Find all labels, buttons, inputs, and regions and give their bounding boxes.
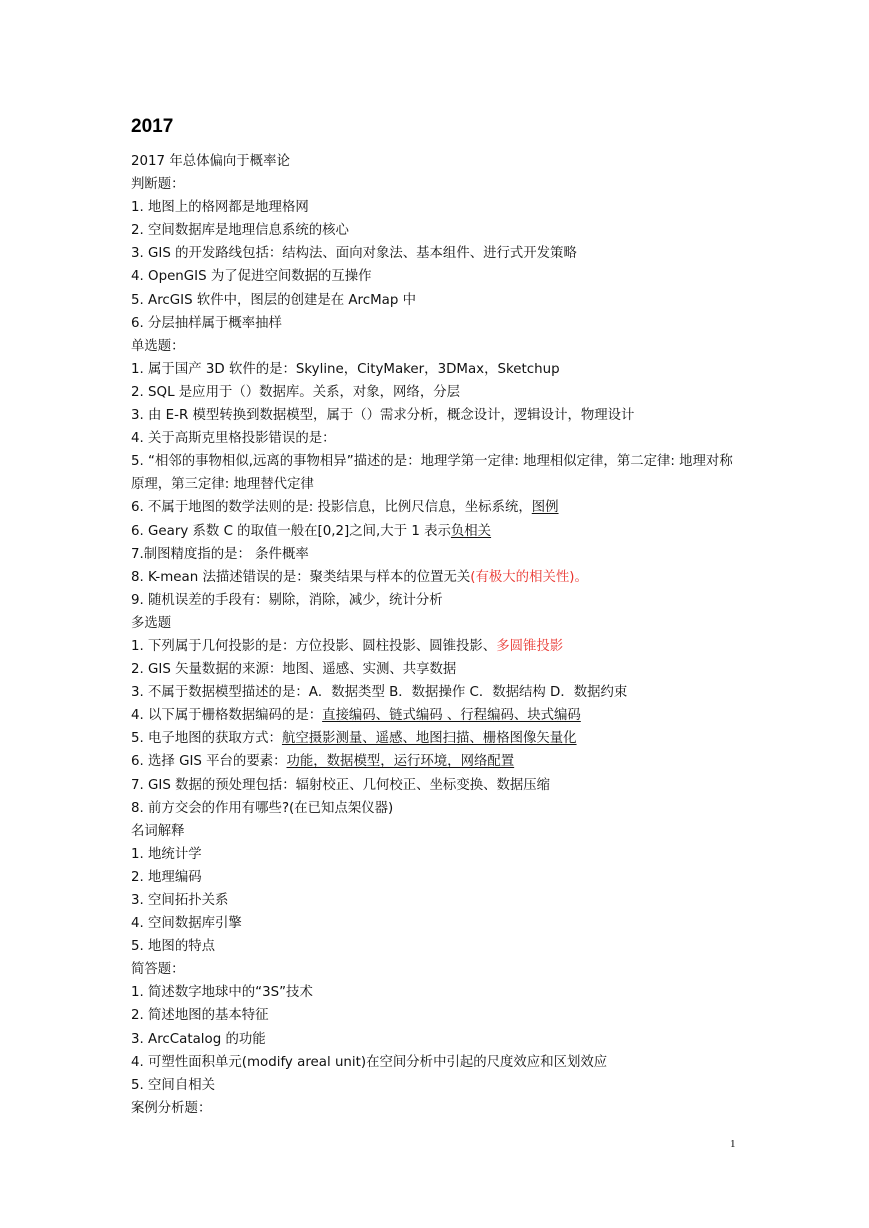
line-text: 2. 简述地图的基本特征 bbox=[131, 1008, 269, 1024]
line-text: 5. 电子地图的获取方式： bbox=[131, 731, 282, 747]
document-body bbox=[131, 150, 741, 1120]
text-line bbox=[131, 358, 741, 381]
text-line bbox=[131, 1051, 741, 1074]
text-line bbox=[131, 750, 741, 773]
line-text: 1. 属于国产 3D 软件的是：Skyline，CityMaker，3DMax，Sketchup bbox=[131, 361, 560, 377]
line-text: 8. K-mean 法描述错误的是：聚类结果与样本的位置无关 bbox=[131, 569, 471, 585]
text-line bbox=[131, 150, 741, 173]
line-text: 7. GIS 数据的预处理包括：辐射校正、几何校正、坐标变换、数据压缩 bbox=[131, 777, 551, 793]
line-text: 5. ArcGIS 软件中，图层的创建是在 ArcMap 中 bbox=[131, 292, 417, 308]
text-line bbox=[131, 727, 741, 750]
line-text: 单选题： bbox=[131, 338, 185, 354]
underlined-answer: 图例 bbox=[531, 500, 559, 516]
text-line bbox=[131, 496, 741, 519]
line-text: 2017 年总体偏向于概率论 bbox=[131, 154, 290, 169]
line-text: 4. 关于高斯克里格投影错误的是： bbox=[131, 431, 336, 447]
underlined-answer: 直接编码、链式编码 、行程编码、块式编码 bbox=[322, 708, 581, 724]
line-text: 1. 地统计学 bbox=[131, 846, 202, 862]
line-text: 7.制图精度指的是： 条件概率 bbox=[131, 546, 309, 562]
line-text: 6. 选择 GIS 平台的要素： bbox=[131, 754, 287, 770]
text-line bbox=[131, 1004, 741, 1027]
line-text: 多选题 bbox=[131, 615, 172, 631]
text-line bbox=[131, 335, 741, 358]
line-text: 6. Geary 系数 C 的取值一般在[0,2]之间,大于 1 表示 bbox=[131, 523, 451, 539]
line-text: 4. 空间数据库引擎 bbox=[131, 916, 242, 932]
line-text: 5. 地图的特点 bbox=[131, 939, 215, 955]
line-text: 简答题： bbox=[131, 962, 185, 978]
text-line bbox=[131, 173, 741, 196]
text-line bbox=[131, 450, 741, 496]
text-line bbox=[131, 589, 741, 612]
line-text: 5. “相邻的事物相似,远离的事物相异”描述的是：地理学第一定律: 地理相似定律，第二定律: 地理对称原理，第三定律: 地理替代定律 bbox=[131, 454, 733, 493]
line-text: 6. 分层抽样属于概率抽样 bbox=[131, 315, 282, 331]
line-text: 1. 简述数字地球中的“3S”技术 bbox=[131, 985, 313, 1001]
text-line bbox=[131, 866, 741, 889]
text-line bbox=[131, 196, 741, 219]
text-line bbox=[131, 958, 741, 981]
highlighted-answer: 多圆锥投影 bbox=[496, 638, 564, 654]
text-line bbox=[131, 843, 741, 866]
line-text: 3. GIS 的开发路线包括：结构法、面向对象法、基本组件、进行式开发策略 bbox=[131, 246, 577, 262]
line-text: 2. SQL 是应用于（）数据库。关系，对象，网络，分层 bbox=[131, 384, 460, 400]
underlined-answer: 功能，数据模型，运行环境，网络配置 bbox=[286, 754, 515, 770]
line-text: 1. 下列属于几何投影的是：方位投影、圆柱投影、圆锥投影、 bbox=[131, 638, 497, 654]
line-text: 6. 不属于地图的数学法则的是: 投影信息，比例尺信息，坐标系统， bbox=[131, 500, 532, 516]
line-text: 3. ArcCatalog 的功能 bbox=[131, 1031, 266, 1047]
line-text: 判断题： bbox=[131, 177, 185, 193]
text-line bbox=[131, 797, 741, 820]
line-text: 4. OpenGIS 为了促进空间数据的互操作 bbox=[131, 269, 372, 285]
text-line bbox=[131, 381, 741, 404]
text-line bbox=[131, 704, 741, 727]
text-line bbox=[131, 635, 741, 658]
line-text: 5. 空间自相关 bbox=[131, 1077, 215, 1093]
text-line bbox=[131, 289, 741, 312]
line-text: 2. GIS 矢量数据的来源：地图、遥感、实测、共享数据 bbox=[131, 662, 457, 678]
document-heading: 2017 bbox=[131, 116, 174, 137]
text-line bbox=[131, 612, 741, 635]
line-text: 3. 空间拓扑关系 bbox=[131, 893, 229, 908]
page-number: 1 bbox=[730, 1138, 736, 1150]
line-text: 4. 以下属于栅格数据编码的是： bbox=[131, 708, 323, 724]
text-line bbox=[131, 1074, 741, 1097]
text-line bbox=[131, 520, 741, 543]
text-line bbox=[131, 889, 741, 912]
text-line bbox=[131, 658, 741, 681]
text-line bbox=[131, 912, 741, 935]
text-line bbox=[131, 820, 741, 843]
line-text: 4. 可塑性面积单元(modify areal unit)在空间分析中引起的尺度效应和区划效应 bbox=[131, 1054, 608, 1070]
text-line bbox=[131, 219, 741, 242]
text-line bbox=[131, 981, 741, 1004]
line-text: 8. 前方交会的作用有哪些?(在已知点架仪器) bbox=[131, 800, 394, 816]
line-text: 案例分析题： bbox=[131, 1100, 212, 1116]
line-text: 名词解释 bbox=[131, 823, 185, 839]
text-line bbox=[131, 1097, 741, 1120]
highlighted-answer: (有极大的相关性)。 bbox=[470, 569, 588, 585]
text-line bbox=[131, 566, 741, 589]
text-line bbox=[131, 427, 741, 450]
line-text: 2. 地理编码 bbox=[131, 869, 202, 885]
text-line bbox=[131, 935, 741, 958]
underlined-answer: 负相关 bbox=[450, 523, 492, 539]
text-line bbox=[131, 774, 741, 797]
line-text: 1. 地图上的格网都是地理格网 bbox=[131, 200, 309, 216]
text-line bbox=[131, 404, 741, 427]
line-text: 9. 随机误差的手段有：剔除，消除，减少，统计分析 bbox=[131, 592, 443, 608]
text-line bbox=[131, 242, 741, 265]
text-line bbox=[131, 265, 741, 288]
line-text: 3. 由 E-R 模型转换到数据模型，属于（）需求分析，概念设计，逻辑设计，物理设计 bbox=[131, 408, 635, 424]
line-text: 2. 空间数据库是地理信息系统的核心 bbox=[131, 223, 349, 239]
text-line bbox=[131, 681, 741, 704]
underlined-answer: 航空摄影测量、遥感、地图扫描、栅格图像矢量化 bbox=[281, 731, 577, 747]
line-text: 3. 不属于数据模型描述的是：A．数据类型 B．数据操作 C．数据结构 D．数据约束 bbox=[131, 685, 628, 701]
text-line bbox=[131, 312, 741, 335]
text-line bbox=[131, 543, 741, 566]
text-line bbox=[131, 1028, 741, 1051]
